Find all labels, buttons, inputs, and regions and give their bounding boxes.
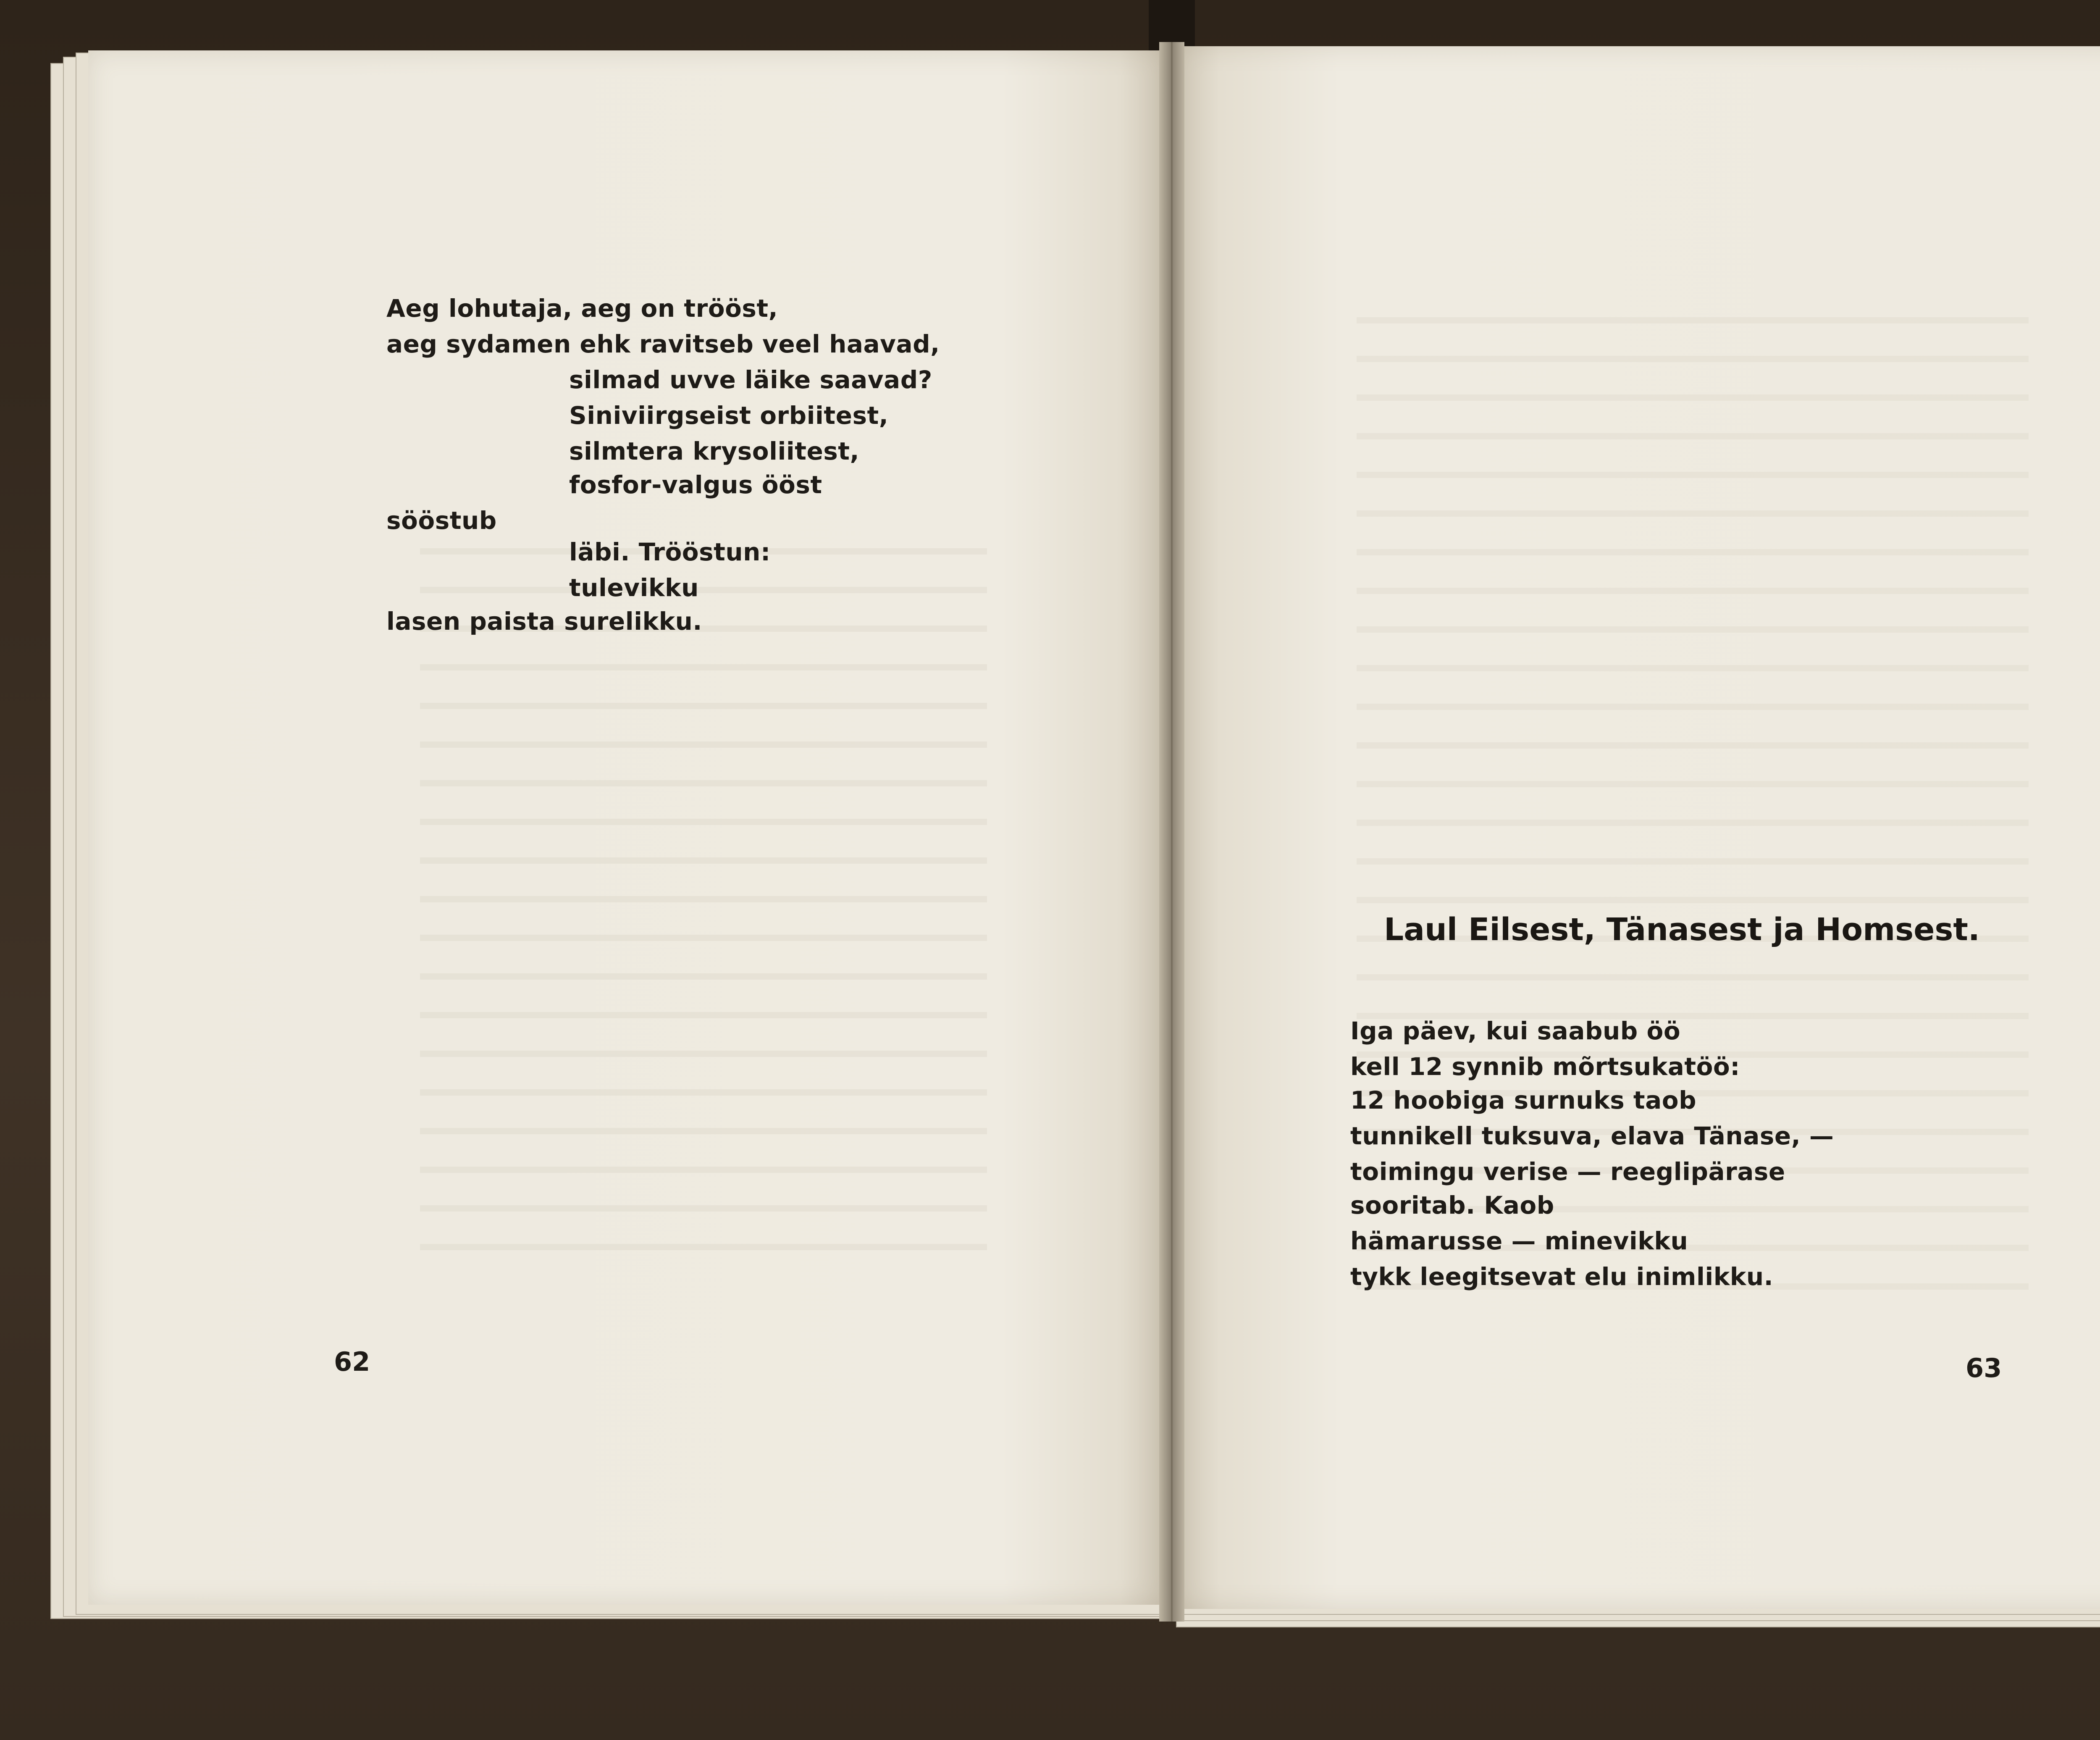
poem-line: tunnikell tuksuva, elava Tänase, — <box>1350 1122 1834 1150</box>
poem-line: kell 12 synnib mõrtsukatöö: <box>1350 1052 1740 1081</box>
poem-line: Iga päev, kui saabub öö <box>1350 1017 1681 1045</box>
page-number-right: 63 <box>1966 1353 2002 1383</box>
poem-line: silmad uvve läike saavad? <box>569 365 932 394</box>
poem-line: Siniviirgseist orbiitest, <box>569 401 889 430</box>
page-number-left: 62 <box>334 1346 370 1377</box>
right-show-through <box>1357 294 2029 1302</box>
poem-line: sööstub <box>386 506 497 535</box>
poem-line: sooritab. Kaob <box>1350 1191 1554 1220</box>
book-gutter <box>1159 42 1184 1622</box>
poem-title: Laul Eilsest, Tänasest ja Homsest. <box>1384 912 1980 948</box>
poem-line: tykk leegitsevat elu inimlikku. <box>1350 1262 1774 1291</box>
poem-line: 12 hoobiga surnuks taob <box>1350 1086 1697 1114</box>
poem-line: toimingu verise — reeglipärase <box>1350 1157 1785 1186</box>
poem-line: aeg sydamen ehk ravitseb veel haavad, <box>386 330 940 358</box>
poem-line: silmtera krysoliitest, <box>569 437 860 465</box>
left-show-through <box>420 525 987 1281</box>
poem-line: hämarusse — minevikku <box>1350 1227 1688 1255</box>
poem-line: Aeg lohutaja, aeg on trööst, <box>386 294 778 323</box>
poem-line: läbi. Trööstun: <box>569 538 771 566</box>
poem-line: lasen paista surelikku. <box>386 607 702 636</box>
poem-line: tulevikku <box>569 573 699 602</box>
poem-line: fosfor-valgus ööst <box>569 470 822 499</box>
